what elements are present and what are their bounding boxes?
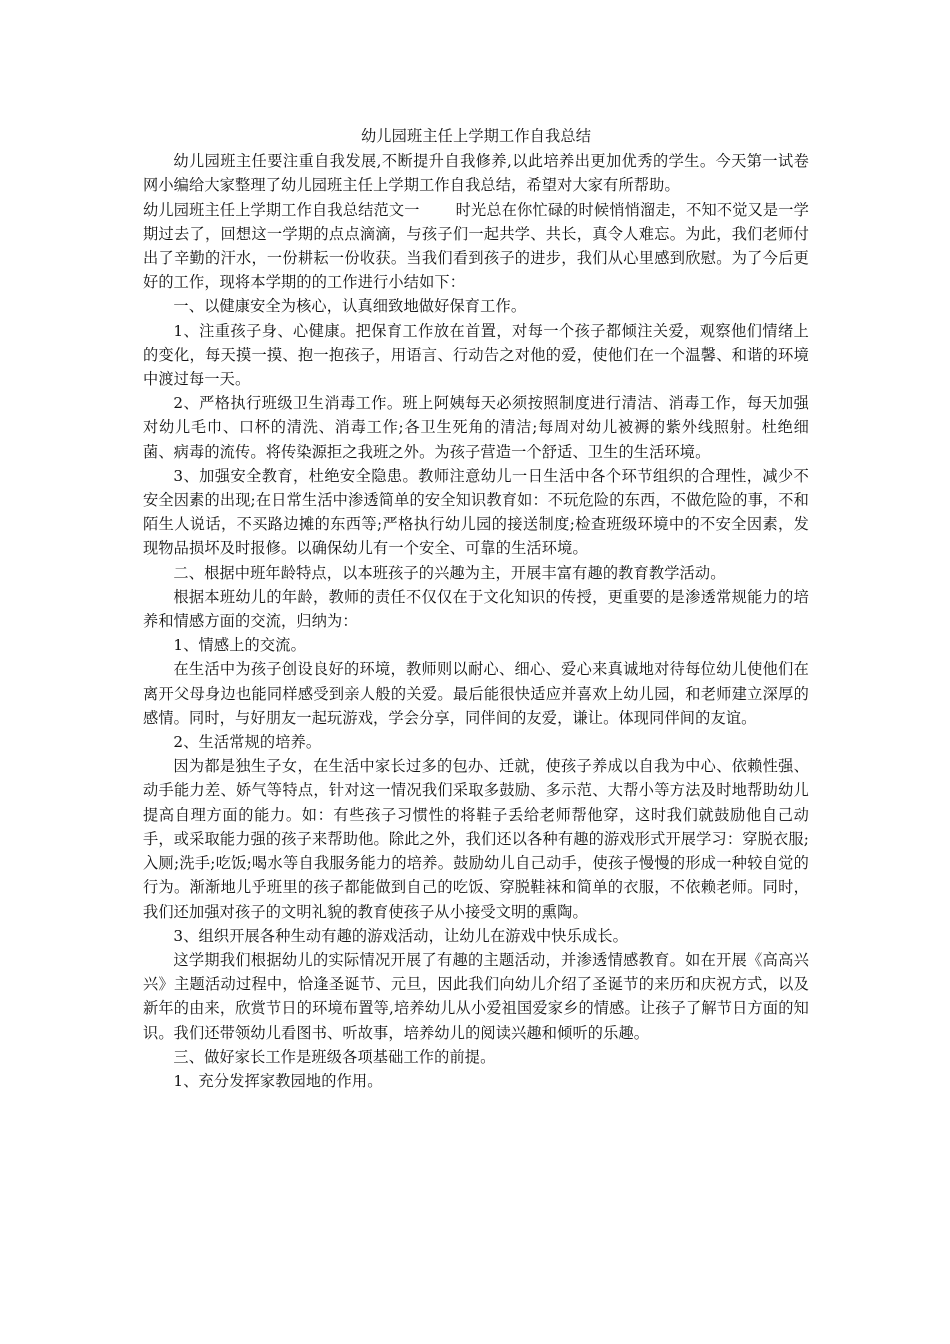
paragraph: 这学期我们根据幼儿的实际情况开展了有趣的主题活动，并渗透情感教育。如在开展《高高兴兴》主题活动过程中，恰逢圣诞节、元旦，因此我们向幼儿介绍了圣诞节的来历和庆祝方式，以及新年的由来，欣赏节日的环境布置等,培养幼儿从小爱祖国爱家乡的情感。让孩子了解节日方面的知识。我们还带领幼儿看图书、听故事，培养幼儿的阅读兴趣和倾听的乐趣。 [143, 950, 809, 1042]
section-paragraph [143, 198, 809, 295]
document-page [143, 124, 809, 1093]
intro-paragraph: 幼儿园班主任要注重自我发展,不断提升自我修养,以此培养出更加优秀的学生。今天第一试卷网小编给大家整理了幼儿园班主任上学期工作自我总结，希望对大家有所帮助。 [143, 152, 809, 195]
document-title: 幼儿园班主任上学期工作自我总结 [360, 127, 592, 145]
paragraph: 一、以健康安全为核心，认真细致地做好保育工作。 [173, 297, 527, 316]
paragraph: 3、组织开展各种生动有趣的游戏活动，让幼儿在游戏中快乐成长。 [173, 926, 628, 945]
paragraph: 因为都是独生子女，在生活中家长过多的包办、迁就，使孩子养成以自我为中心、依赖性强、动手能力差、娇气等特点，针对这一情况我们采取多鼓励、多示范、大帮小等方法及时地帮助幼儿提高自理方面的能力。如：有些孩子习惯性的将鞋子丢给老师帮他穿，这时我们就鼓励他自己动手，或采取能力强的孩子来帮助他。除此之外，我们还以各种有趣的游戏形式开展学习：穿脱衣服;入厕;洗手;吃饭;喝水等自我服务能力的培养。鼓励幼儿自己动手，使孩子慢慢的形成一种较自觉的行为。渐渐地儿乎班里的孩子都能做到自己的吃饭、穿脱鞋袜和简单的衣服，不依赖老师。同时，我们还加强对孩子的文明礼貌的教育使孩子从小接受文明的熏陶。 [143, 757, 809, 921]
paragraph: 1、注重孩子身、心健康。把保育工作放在首置，对每一个孩子都倾注关爱，观察他们情绪上的变化，每天摸一摸、抱一抱孩子，用语言、行动告之对他的爱，使他们在一个温馨、和谐的环境中渡过每一天。 [143, 321, 809, 389]
paragraph: 2、生活常规的培养。 [173, 733, 322, 752]
paragraph: 二、根据中班年龄特点，以本班孩子的兴趣为主，开展丰富有趣的教育教学活动。 [173, 563, 726, 582]
paragraph: 根据本班幼儿的年龄，教师的责任不仅仅在于文化知识的传授，更重要的是渗透常规能力的培养和情感方面的交流，归纳为： [143, 587, 809, 631]
document-subtitle: 幼儿园班主任上学期工作自我总结范文一 [143, 200, 420, 219]
paragraph: 在生活中为孩子创设良好的环境，教师则以耐心、细心、爱心来真诚地对待每位幼儿使他们在离开父母身边也能同样感受到亲人般的关爱。最后能很快适应并喜欢上幼儿园，和老师建立深厚的感情。同时，与好朋友一起玩游戏，学会分享，同伴间的友爱，谦让。体现同伴间的友谊。 [143, 660, 809, 727]
paragraph: 2、严格执行班级卫生消毒工作。班上阿姨每天必须按照制度进行清洁、消毒工作，每天加强对幼儿毛巾、口杯的清洗、消毒工作;各卫生死角的清洁;每周对幼儿被褥的紫外线照射。杜绝细菌、病毒的流传。将传染源拒之我班之外。为孩子营造一个舒适、卫生的生活环境。 [143, 394, 809, 461]
paragraph: 1、充分发挥家教园地的作用。 [173, 1071, 383, 1090]
opening-text: 时光总在你忙碌的时候悄悄溜走，不知不觉又是一学期过去了，回想这一学期的点点滴滴，与孩子们一起共学、共长，真令人难忘。为此，我们老师付出了辛勤的汗水，一份耕耘一份收获。当我们看到孩子的进步，我们从心里感到欣慰。为了今后更好的工作，现将本学期的的工作进行小结如下： [143, 200, 810, 292]
paragraph: 1、情感上的交流。 [173, 636, 306, 655]
paragraph: 三、做好家长工作是班级各项基础工作的前提。 [173, 1047, 496, 1066]
paragraph: 3、加强安全教育，杜绝安全隐患。教师注意幼儿一日生活中各个环节组织的合理性，减少不安全因素的出现;在日常生活中渗透简单的安全知识教育如：不玩危险的东西，不做危险的事，不和陌生人说话，不买路边摊的东西等;严格执行幼儿园的接送制度;检查班级环境中的不安全因素，发现物品损坏及时报修。以确保幼儿有一个安全、可靠的生活环境。 [143, 466, 809, 558]
